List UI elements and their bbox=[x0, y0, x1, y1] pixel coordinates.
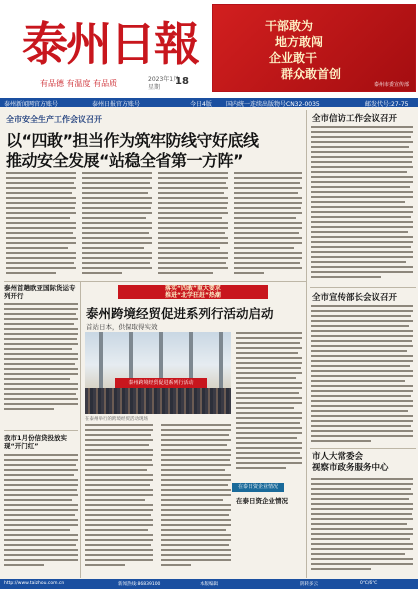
right-text-1 bbox=[311, 126, 413, 288]
banner-line-2: 地方敢闯 bbox=[275, 35, 324, 49]
topbar-left: 泰州新闻网官方账号 bbox=[4, 101, 59, 108]
issue-number: 18 bbox=[175, 76, 189, 87]
footer-temp: 0℃/6℃ bbox=[360, 581, 378, 586]
right-rule-2 bbox=[310, 448, 416, 449]
lead-body-text-lines bbox=[6, 172, 302, 278]
photo-pillar bbox=[219, 332, 223, 392]
topbar-right1: 今日4版 bbox=[190, 101, 212, 108]
right-text-1-lines bbox=[311, 126, 413, 284]
newspaper-title: 泰州日報 bbox=[22, 17, 198, 71]
right-text-3 bbox=[311, 478, 413, 580]
footer-issue: 本版编辑 bbox=[200, 582, 218, 587]
lead-body bbox=[6, 172, 302, 278]
topbar-right2: 国内统一连续出版物号CN32-0035 bbox=[226, 101, 320, 108]
feature-red-tag bbox=[118, 285, 268, 299]
banner-ad bbox=[212, 4, 416, 92]
feature-subhead: 首站日本，供保取得实效 bbox=[86, 323, 158, 331]
lead-bottom-rule bbox=[4, 281, 306, 282]
photo-caption: 在泰州举行的跨境经贸活动现场 bbox=[85, 417, 148, 422]
left-head-2: 我市1月份信贷投放实现“开门红” bbox=[4, 434, 68, 450]
topbar-mid: 泰州日报官方账号 bbox=[92, 101, 141, 108]
top-info-bar bbox=[0, 98, 418, 107]
footer-weather: 阴转多云 bbox=[300, 582, 318, 587]
masthead bbox=[0, 0, 418, 98]
feature-tag-line-2: 推进“北学狂赶”热潮 bbox=[165, 292, 221, 299]
feature-text-side-lines bbox=[236, 332, 302, 480]
feature-text-bottom-lines bbox=[85, 424, 231, 576]
left-text-2-lines bbox=[4, 454, 78, 576]
date-line-1: 2023年1月 bbox=[148, 76, 180, 83]
right-head-3: 市人大常委会 视察市政务服务中心 bbox=[312, 452, 389, 473]
slogan: 有品德 有温度 有品质 bbox=[40, 79, 118, 88]
feature-text-bottom bbox=[85, 424, 231, 580]
feature-text-side bbox=[236, 332, 302, 484]
date-line-2: 星期 bbox=[148, 84, 161, 91]
right-text-2 bbox=[311, 305, 413, 459]
right-head-1: 全市信访工作会议召开 bbox=[312, 114, 398, 124]
footer-site: http://www.taizhou.com.cn bbox=[4, 581, 65, 586]
bottom-tag: 在泰日资企业情况 bbox=[232, 483, 284, 492]
right-head-2: 全市宣传部长会议召开 bbox=[312, 293, 398, 303]
right-column-divider bbox=[306, 110, 307, 578]
lead-headline-1: 以“四敢”担当作为筑牢防线守好底线 bbox=[6, 131, 259, 150]
feature-photo bbox=[85, 332, 231, 414]
banner-line-4: 群众敢首创 bbox=[281, 67, 342, 81]
left-rule-1 bbox=[4, 430, 78, 431]
bottom-head: 在泰日资企业情况 bbox=[236, 497, 288, 505]
right-text-2-lines bbox=[311, 305, 413, 455]
banner-line-1: 干部敢为 bbox=[265, 19, 314, 33]
photo-pillar bbox=[99, 332, 103, 392]
feature-tag-line-1: 落实“四敢”重大要求 bbox=[165, 285, 221, 292]
photo-crowd bbox=[85, 388, 231, 414]
lead-headline-2: 推动安全发展“站稳全省第一方阵” bbox=[6, 151, 244, 170]
right-text-3-lines bbox=[311, 478, 413, 576]
footer-bar bbox=[0, 579, 418, 589]
photo-banner: 泰州跨境经贸促进系列行活动 bbox=[115, 378, 207, 388]
lead-kicker: 全市安全生产工作会议召开 bbox=[6, 115, 102, 124]
footer-phone: 新闻热线:86839100 bbox=[118, 582, 161, 587]
left-text-1-lines bbox=[4, 303, 78, 423]
right-rule-1 bbox=[310, 287, 416, 288]
banner-line-3: 企业敢干 bbox=[269, 51, 318, 65]
left-text-2 bbox=[4, 454, 78, 580]
banner-stamp: 泰州市委宣传部 bbox=[373, 82, 409, 88]
left-column-divider bbox=[80, 282, 81, 578]
feature-headline: 泰州跨境经贸促进系列行活动启动 bbox=[86, 306, 274, 321]
topbar-right3: 邮发代号:27-75 bbox=[365, 101, 409, 108]
left-text-1 bbox=[4, 303, 78, 427]
left-head-1: 泰州首趟欧亚国际货运专列开行 bbox=[4, 284, 76, 300]
